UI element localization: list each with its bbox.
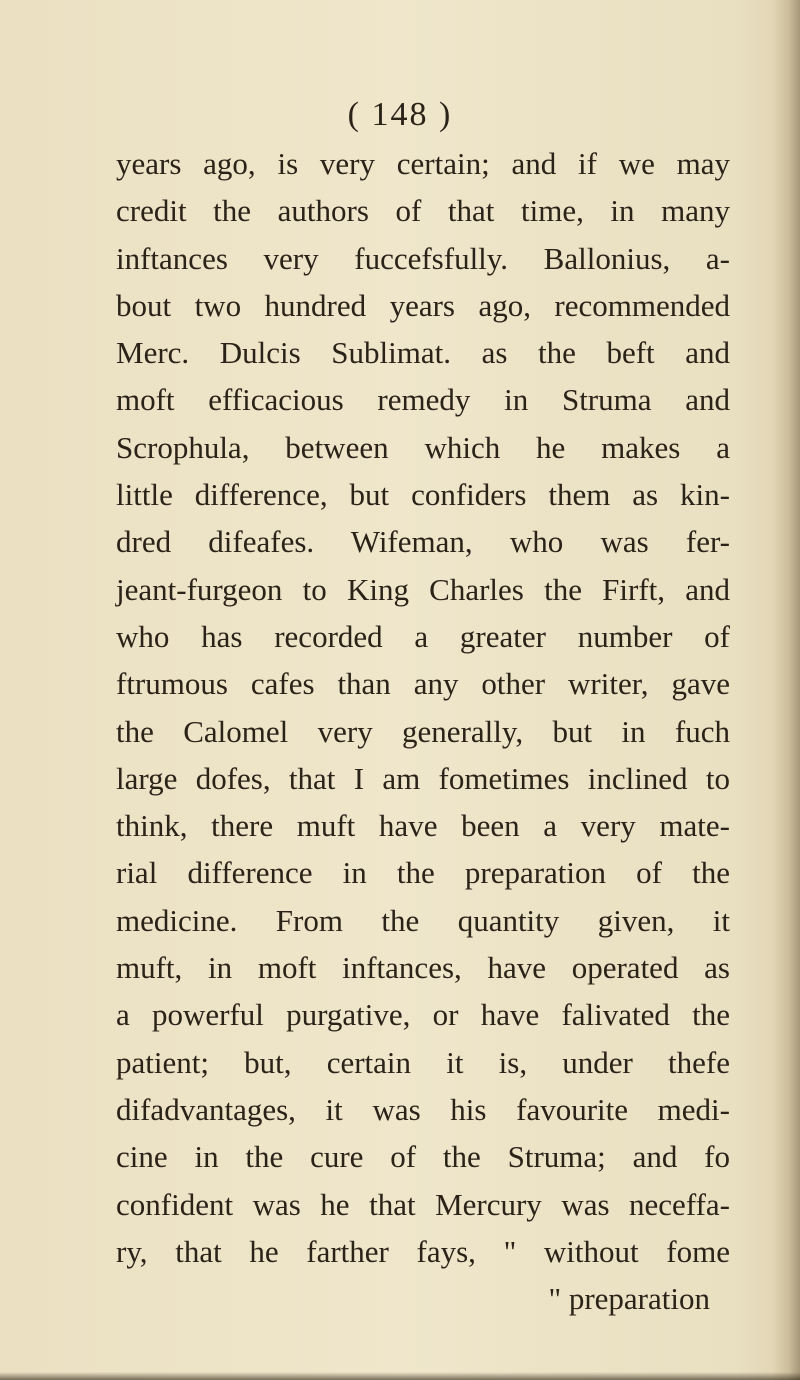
text-line: dred difeafes. Wifeman, who was fer- [116,524,730,560]
text-line: rial difference in the preparation of the [116,855,730,891]
text-line: think, there muft have been a very mate- [116,808,730,844]
catchword-line: " preparation [548,1281,710,1317]
text-line: ftrumous cafes than any other writer, gave [116,666,730,702]
text-line: difadvantages, it was his favourite medi- [116,1091,730,1127]
text-line: bout two hundred years ago, recommended [116,287,730,323]
text-line: Merc. Dulcis Sublimat. as the beft and [116,335,730,371]
page-edge-shadow [772,0,800,1380]
text-line: who has recorded a greater number of [116,618,730,654]
text-line: cine in the cure of the Struma; and fo [116,1139,730,1175]
text-line: moft efficacious remedy in Struma and [116,382,730,418]
text-line: little difference, but confiders them as kin- [116,477,730,513]
text-line: confident was he that Mercury was neceffa- [116,1186,730,1222]
text-line: muft, in moft inftances, have operated as [116,950,730,986]
text-line: the Calomel very generally, but in fuch [116,713,730,749]
text-line: years ago, is very certain; and if we may [116,146,730,181]
text-line: patient; but, certain it is, under thefe [116,1044,730,1080]
text-line: Scrophula, between which he makes a [116,429,730,465]
text-line: large dofes, that I am fometimes inclined to [116,760,730,796]
text-line: a powerful purgative, or have falivated the [116,997,730,1033]
text-line: medicine. From the quantity given, it [116,902,730,938]
text-line: jeant-furgeon to King Charles the Firft, and [116,571,730,607]
text-line: inftances very fuccefsfully. Ballonius, a- [116,240,730,276]
body-text [116,140,730,1322]
text-line: ry, that he farther fays, " without fome [116,1233,730,1269]
page-bottom-edge [0,1372,800,1380]
text-line: credit the authors of that time, in many [116,193,730,229]
page-number: ( 148 ) [347,96,453,133]
